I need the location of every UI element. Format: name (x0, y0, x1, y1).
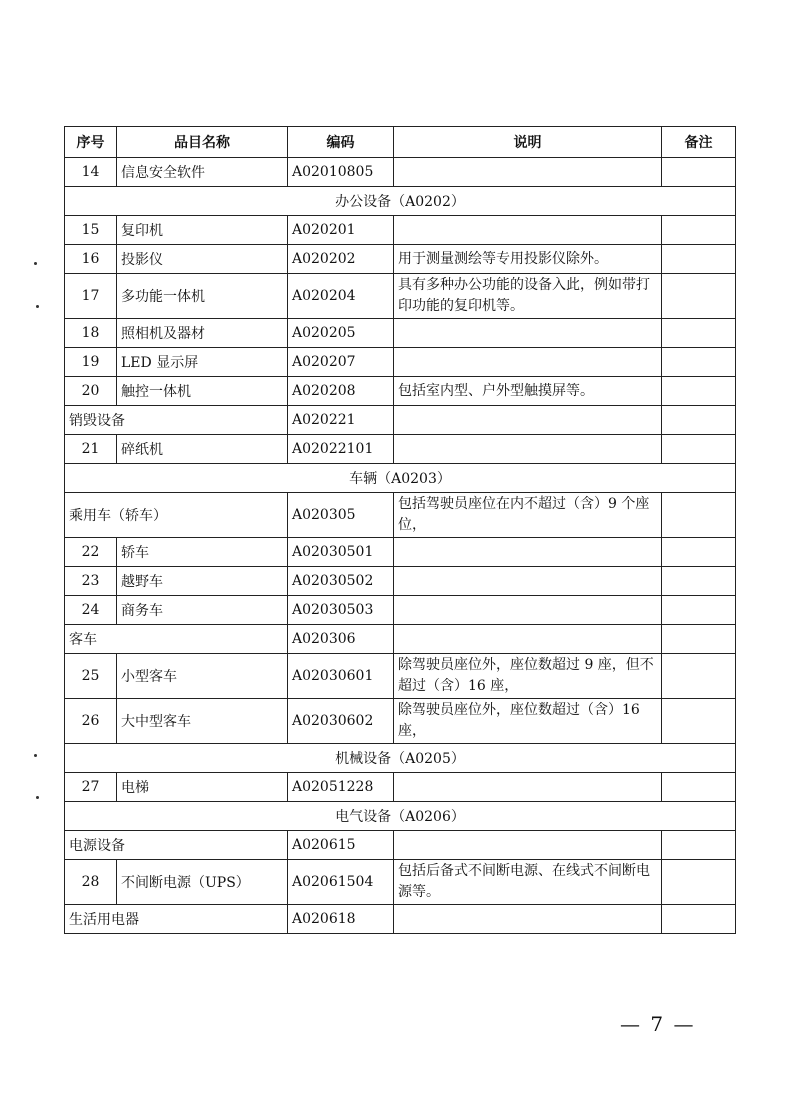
item-name: 小型客车 (117, 654, 288, 699)
item-seq: 22 (65, 538, 117, 567)
table-row (65, 699, 736, 744)
item-description: 用于测量测绘等专用投影仪除外。 (394, 245, 662, 274)
item-code: A020208 (288, 377, 394, 406)
group-name: 电源设备 (65, 831, 288, 860)
item-description (394, 538, 662, 567)
table-row (65, 654, 736, 699)
item-description (394, 905, 662, 934)
group-row (65, 406, 736, 435)
item-remarks (662, 245, 736, 274)
item-remarks (662, 348, 736, 377)
item-remarks (662, 538, 736, 567)
item-code: A02030502 (288, 567, 394, 596)
table-row (65, 216, 736, 245)
group-name: 销毁设备 (65, 406, 288, 435)
item-code: A02030501 (288, 538, 394, 567)
item-remarks (662, 319, 736, 348)
section-title: 电气设备（A0206） (65, 802, 736, 831)
header-seq: 序号 (65, 127, 117, 158)
item-seq: 19 (65, 348, 117, 377)
item-description (394, 406, 662, 435)
item-code: A020221 (288, 406, 394, 435)
item-code: A020202 (288, 245, 394, 274)
item-name: 照相机及器材 (117, 319, 288, 348)
item-code: A020615 (288, 831, 394, 860)
item-seq: 16 (65, 245, 117, 274)
margin-mark (36, 796, 39, 799)
table-row (65, 245, 736, 274)
item-remarks (662, 377, 736, 406)
item-remarks (662, 625, 736, 654)
group-row (65, 493, 736, 538)
item-description (394, 348, 662, 377)
item-remarks (662, 493, 736, 538)
section-row (65, 802, 736, 831)
group-row (65, 625, 736, 654)
item-code: A020618 (288, 905, 394, 934)
section-title: 办公设备（A0202） (65, 187, 736, 216)
item-remarks (662, 860, 736, 905)
table-row (65, 567, 736, 596)
item-code: A020306 (288, 625, 394, 654)
item-description (394, 158, 662, 187)
item-seq: 20 (65, 377, 117, 406)
item-code: A02051228 (288, 773, 394, 802)
item-code: A02010805 (288, 158, 394, 187)
item-remarks (662, 654, 736, 699)
item-code: A02061504 (288, 860, 394, 905)
item-seq: 28 (65, 860, 117, 905)
item-remarks (662, 831, 736, 860)
table-row (65, 435, 736, 464)
item-name: 不间断电源（UPS） (117, 860, 288, 905)
item-name: 信息安全软件 (117, 158, 288, 187)
item-seq: 25 (65, 654, 117, 699)
item-name: 商务车 (117, 596, 288, 625)
item-description: 包括后备式不间断电源、在线式不间断电源等。 (394, 860, 662, 905)
item-name: 轿车 (117, 538, 288, 567)
header-description: 说明 (394, 127, 662, 158)
item-remarks (662, 274, 736, 319)
section-row (65, 464, 736, 493)
item-description (394, 216, 662, 245)
item-description: 具有多种办公功能的设备入此，例如带打印功能的复印机等。 (394, 274, 662, 319)
table-row (65, 773, 736, 802)
item-remarks (662, 567, 736, 596)
table-row (65, 348, 736, 377)
group-name: 客车 (65, 625, 288, 654)
item-seq: 26 (65, 699, 117, 744)
item-code: A02030503 (288, 596, 394, 625)
item-code: A02022101 (288, 435, 394, 464)
item-description: 除驾驶员座位外，座位数超过 9 座，但不超过（含）16 座， (394, 654, 662, 699)
item-remarks (662, 435, 736, 464)
header-item-name: 品目名称 (117, 127, 288, 158)
item-code: A020305 (288, 493, 394, 538)
group-row (65, 905, 736, 934)
item-seq: 17 (65, 274, 117, 319)
group-name: 乘用车（轿车） (65, 493, 288, 538)
catalog-table (64, 126, 736, 934)
item-description (394, 319, 662, 348)
item-remarks (662, 773, 736, 802)
item-code: A020204 (288, 274, 394, 319)
item-description (394, 435, 662, 464)
group-name: 生活用电器 (65, 905, 288, 934)
table-row (65, 274, 736, 319)
margin-mark (34, 262, 37, 265)
table-row (65, 319, 736, 348)
margin-mark (36, 305, 39, 308)
header-remarks: 备注 (662, 127, 736, 158)
margin-mark (34, 754, 37, 757)
section-title: 机械设备（A0205） (65, 744, 736, 773)
item-description: 包括室内型、户外型触摸屏等。 (394, 377, 662, 406)
item-remarks (662, 699, 736, 744)
page-number: — 7 — (620, 1012, 696, 1036)
item-code: A02030602 (288, 699, 394, 744)
group-row (65, 831, 736, 860)
item-name: LED 显示屏 (117, 348, 288, 377)
item-seq: 21 (65, 435, 117, 464)
item-name: 投影仪 (117, 245, 288, 274)
item-name: 电梯 (117, 773, 288, 802)
item-name: 越野车 (117, 567, 288, 596)
table-row (65, 377, 736, 406)
item-remarks (662, 905, 736, 934)
section-title: 车辆（A0203） (65, 464, 736, 493)
item-code: A020201 (288, 216, 394, 245)
item-name: 复印机 (117, 216, 288, 245)
item-seq: 24 (65, 596, 117, 625)
item-description (394, 773, 662, 802)
table-row (65, 158, 736, 187)
item-name: 大中型客车 (117, 699, 288, 744)
item-code: A020205 (288, 319, 394, 348)
item-remarks (662, 596, 736, 625)
item-seq: 18 (65, 319, 117, 348)
item-code: A02030601 (288, 654, 394, 699)
item-name: 触控一体机 (117, 377, 288, 406)
item-code: A020207 (288, 348, 394, 377)
table-header-row (65, 127, 736, 158)
item-description (394, 625, 662, 654)
table-row (65, 596, 736, 625)
table-row (65, 538, 736, 567)
item-remarks (662, 158, 736, 187)
item-remarks (662, 216, 736, 245)
section-row (65, 744, 736, 773)
item-description: 除驾驶员座位外，座位数超过（含）16 座， (394, 699, 662, 744)
header-code: 编码 (288, 127, 394, 158)
item-description (394, 567, 662, 596)
item-description (394, 596, 662, 625)
table-body (65, 158, 736, 934)
item-seq: 15 (65, 216, 117, 245)
item-seq: 23 (65, 567, 117, 596)
section-row (65, 187, 736, 216)
item-name: 多功能一体机 (117, 274, 288, 319)
item-remarks (662, 406, 736, 435)
item-seq: 14 (65, 158, 117, 187)
item-description: 包括驾驶员座位在内不超过（含）9 个座位， (394, 493, 662, 538)
item-seq: 27 (65, 773, 117, 802)
table-row (65, 860, 736, 905)
item-description (394, 831, 662, 860)
item-name: 碎纸机 (117, 435, 288, 464)
